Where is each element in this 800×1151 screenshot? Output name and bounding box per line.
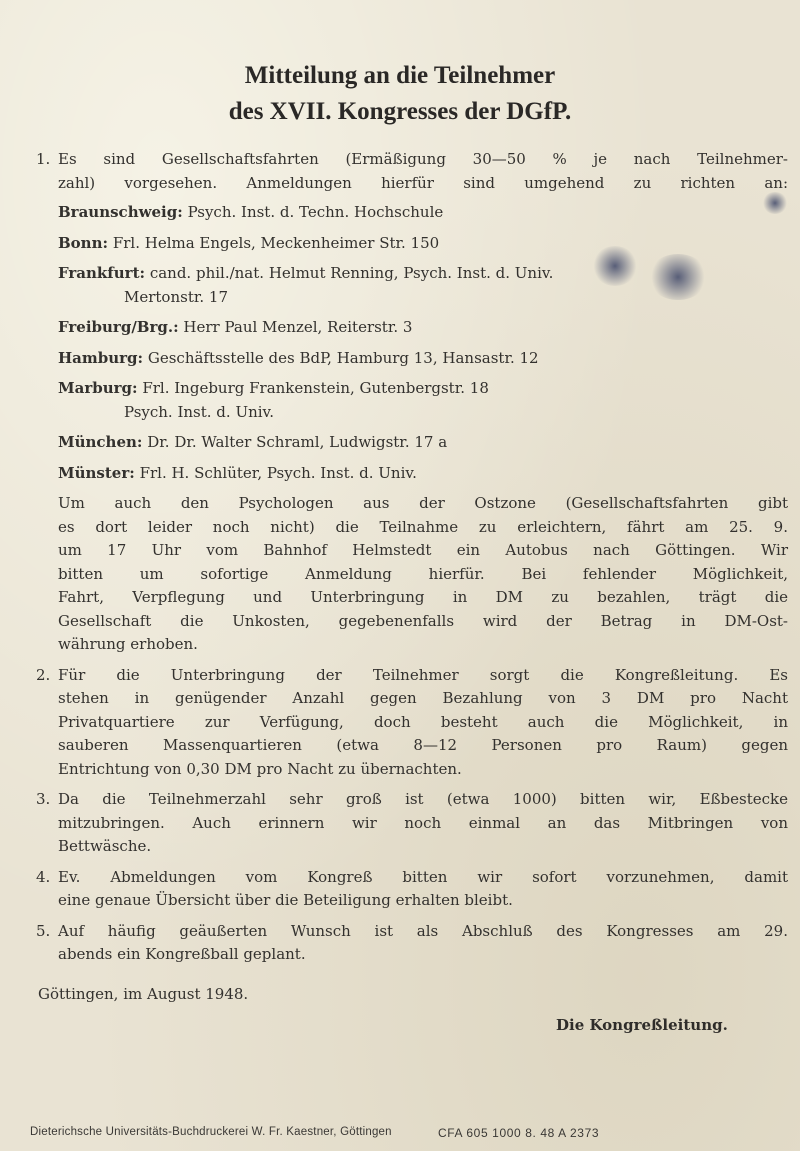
paragraph-line: Fahrt, Verpflegung und Unterbringung in DM zu bezahlen, trägt die [58,588,788,606]
paragraph-line: um 17 Uhr vom Bahnhof Helmstedt ein Autobus nach Göttingen. Wir [58,541,788,559]
item-number: 3. [36,790,51,808]
address-text: cand. phil./nat. Helmut Renning, Psych. Inst. d. Univ. [149,264,554,282]
item-number: 5. [36,921,51,940]
paragraph-line: es dort leider noch nicht) die Teilnahme zu erleichtern, fährt am 25. 9. [58,517,788,536]
document-title-line-2: des XVII. Kongresses der DGfP. [228,98,572,125]
paragraph-line: zahl) vorgesehen. Anmeldungen hierfür sind umgehend zu richten an: [58,173,788,192]
list-item-1 [36,148,788,657]
address-text: Frl. Ingeburg Frankenstein, Gutenbergstr. 18 [142,379,489,397]
document-title-line-1: Mitteilung an die Teilnehmer [244,62,556,89]
address-entry [58,316,788,340]
address-entry [58,347,788,371]
signature: Die Kongreßleitung. [556,1016,728,1034]
address-extra: Psych. Inst. d. Univ. [124,402,275,421]
paragraph-line: Auf häufig geäußerten Wunsch ist als Abschluß des Kongresses am 29. [58,921,788,940]
address-city: Bonn: [58,233,109,252]
paragraph-line: Entrichtung von 0,30 DM pro Nacht zu übernachten. [58,759,462,778]
address-text: Frl. H. Schlüter, Psych. Inst. d. Univ. [139,463,417,482]
print-code: CFA 605 1000 8. 48 A 2373 [438,1126,600,1140]
address-text: Herr Paul Menzel, Reiterstr. 3 [183,318,413,336]
address-entry [58,431,788,455]
paragraph-line: stehen in genügender Anzahl gegen Bezahlung von 3 DM pro Nacht [58,689,788,707]
address-entry [58,201,788,225]
paragraph-line: Privatquartiere zur Verfügung, doch besteht auch die Möglichkeit, in [58,712,788,731]
address-extra: Mertonstr. 17 [124,287,228,306]
item-number: 4. [36,867,51,886]
address-entry [58,232,788,256]
address-entry [58,462,788,486]
address-text: Frl. Helma Engels, Meckenheimer Str. 150 [112,233,440,252]
address-city: München: [58,433,143,451]
item-number: 1. [36,150,51,168]
ink-stain [648,254,708,300]
address-city: Münster: [58,463,135,482]
paragraph-line: Für die Unterbringung der Teilnehmer sorgt die Kongreßleitung. Es [58,665,788,684]
paragraph-line: Gesellschaft die Unkosten, gegebenenfalls wird der Betrag in DM-Ost- [58,611,788,630]
list-item-5 [36,920,788,967]
ink-stain [592,246,638,286]
paragraph-line: bitten um sofortige Anmeldung hierfür. Bei fehlender Möglichkeit, [58,564,788,583]
address-city: Marburg: [58,379,138,397]
address-city: Frankfurt: [58,264,146,282]
address-city: Hamburg: [58,348,144,367]
paragraph-line: eine genaue Übersicht über die Beteiligung erhalten bleibt. [58,891,513,909]
paragraph-line: Bettwäsche. [58,837,152,855]
paragraph-line: Ev. Abmeldungen vom Kongreß bitten wir sofort vorzunehmen, damit [58,867,788,886]
paragraph-line: Um auch den Psychologen aus der Ostzone (Gesellschaftsfahrten gibt [58,494,788,512]
paragraph-line: mitzubringen. Auch erinnern wir noch einmal an das Mitbringen von [58,813,788,832]
printer-imprint: Dieterichsche Universitäts-Buchdruckerei W. Fr. Kaestner, Göttingen [30,1126,392,1138]
address-city: Braunschweig: [58,203,183,221]
address-text: Geschäftsstelle des BdP, Hamburg 13, Hansastr. 12 [147,348,539,367]
item-number: 2. [36,665,51,684]
paragraph-line: Da die Teilnehmerzahl sehr groß ist (etwa 1000) bitten wir, Eßbestecke [58,790,788,808]
place-date: Göttingen, im August 1948. [38,985,249,1003]
ink-stain [762,192,788,214]
list-item-3 [36,788,788,859]
paragraph-line: währung erhoben. [58,635,198,653]
address-entry [58,377,788,424]
list-item-2 [36,664,788,782]
address-text: Dr. Dr. Walter Schraml, Ludwigstr. 17 a [147,433,448,451]
address-list [58,201,788,485]
address-text: Psych. Inst. d. Techn. Hochschule [187,203,444,221]
paragraph-line: abends ein Kongreßball geplant. [58,945,306,963]
address-city: Freiburg/Brg.: [58,318,179,336]
list-item-4 [36,866,788,913]
paragraph-line: sauberen Massenquartieren (etwa 8—12 Personen pro Raum) gegen [58,736,788,754]
paragraph-line: Es sind Gesellschaftsfahrten (Ermäßigung 30—50 % je nach Teilnehmer- [58,150,788,168]
